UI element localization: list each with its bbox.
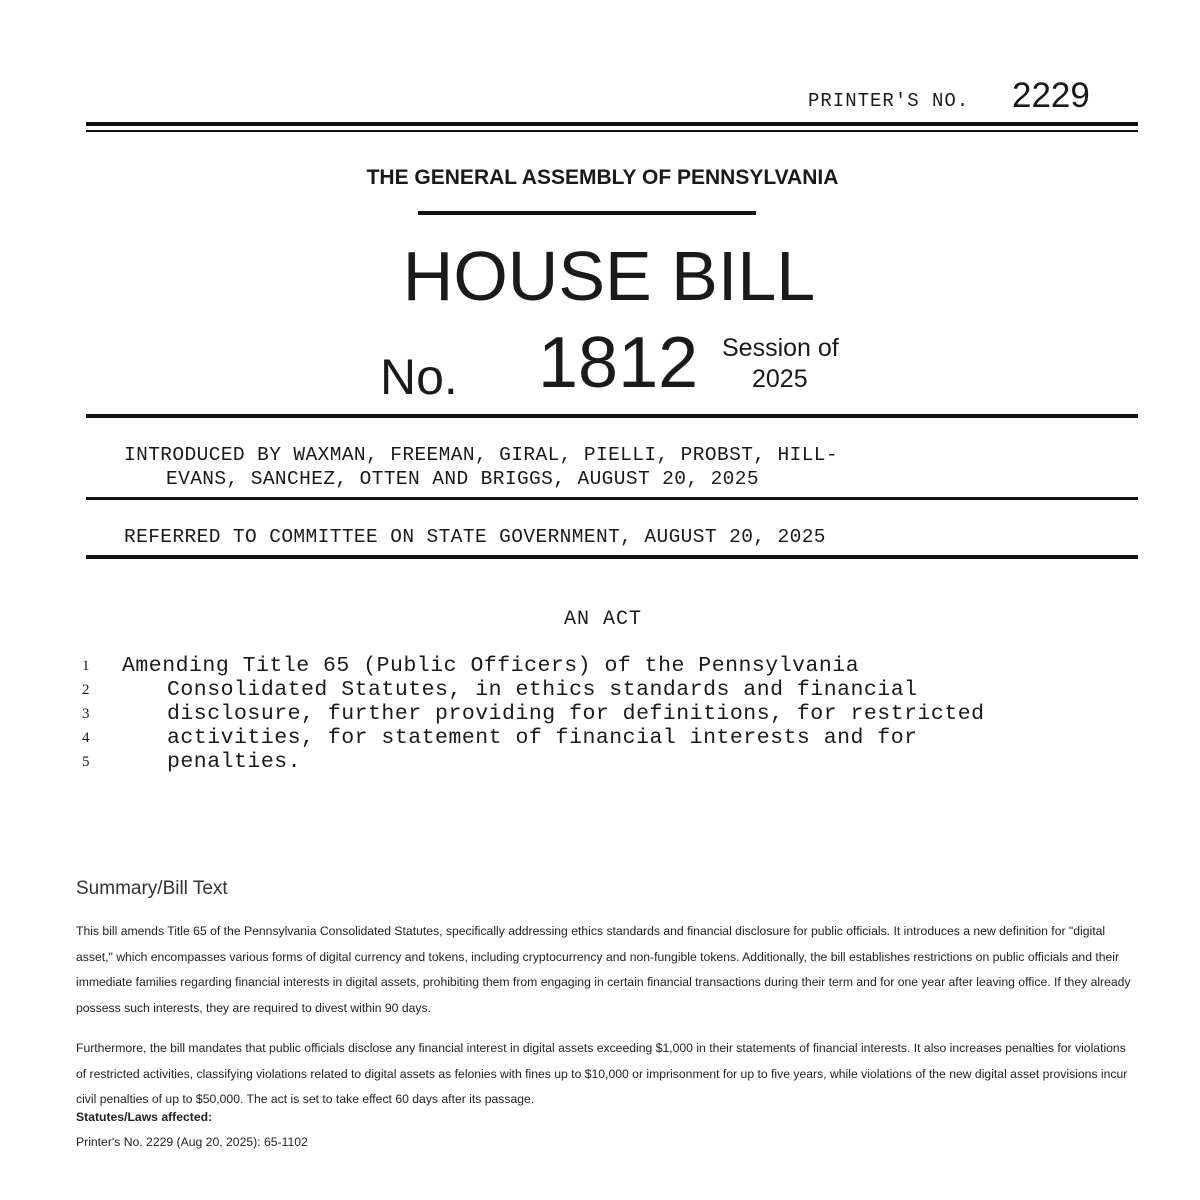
act-line: activities, for statement of financial interests and for <box>167 726 918 750</box>
act-line: disclosure, further providing for definitions, for restricted <box>167 702 985 726</box>
title-rule <box>86 414 1138 418</box>
referred-rule <box>86 555 1138 559</box>
statutes-value: Printer's No. 2229 (Aug 20, 2025): 65-1102 <box>76 1135 308 1149</box>
introduced-rule <box>86 497 1138 500</box>
bill-number: 1812 <box>538 323 699 403</box>
summary-paragraph-1: This bill amends Title 65 of the Pennsylvania Consolidated Statutes, specifically addressing ethics standards and financial disclosure for public officials. It introduces a new definition for "digital asset," which encompasses various forms of digital currency and tokens, including cryptocurrency and non-fungible tokens. Additionally, the bill establishes restrictions on public officials and their immediate families regarding financial interests in digital assets, prohibiting them from engaging in certain financial transactions during their term and for one year after leaving office. If they already possess such interests, they are required to divest within 90 days. <box>76 924 1131 1015</box>
top-rule-thick <box>86 122 1138 126</box>
bill-type-title: HOUSE BILL <box>402 237 816 315</box>
introduced-line-1: INTRODUCED BY WAXMAN, FREEMAN, GIRAL, PIELLI, PROBST, HILL- <box>124 444 839 466</box>
top-rule-thin <box>86 130 1138 132</box>
line-number: 5 <box>82 754 90 770</box>
act-heading: AN ACT <box>563 608 642 631</box>
bill-number-label: No. <box>380 349 458 405</box>
session-label: Session of <box>722 334 839 362</box>
statutes-label: Statutes/Laws affected: <box>76 1110 213 1124</box>
printers-number: 2229 <box>1012 76 1090 115</box>
summary-heading: Summary/Bill Text <box>76 878 228 899</box>
summary-paragraph-2: Furthermore, the bill mandates that public officials disclose any financial interest in digital assets exceeding $1,000 in their statements of financial interests. It also increases penalties for violations of restricted activities, classifying violations related to digital assets as felonies with fines up to $10,000 or imprisonment for up to five years, while violations of the new digital asset provisions incur civil penalties of up to $50,000. The act is set to take effect 60 days after its passage. <box>76 1041 1128 1106</box>
referred-line: REFERRED TO COMMITTEE ON STATE GOVERNMENT, AUGUST 20, 2025 <box>124 526 826 548</box>
session-year: 2025 <box>752 365 808 393</box>
printers-number-label: PRINTER'S NO. <box>808 90 970 112</box>
line-number: 1 <box>82 658 90 674</box>
act-line: Consolidated Statutes, in ethics standards and financial <box>167 678 918 702</box>
assembly-title: THE GENERAL ASSEMBLY OF PENNSYLVANIA <box>366 166 839 189</box>
assembly-underline <box>418 211 756 215</box>
act-line: Amending Title 65 (Public Officers) of the Pennsylvania <box>122 654 860 678</box>
act-line: penalties. <box>167 750 302 774</box>
line-number: 3 <box>82 706 90 722</box>
line-number: 4 <box>82 730 90 746</box>
introduced-line-2: EVANS, SANCHEZ, OTTEN AND BRIGGS, AUGUST 20, 2025 <box>166 468 759 490</box>
line-number: 2 <box>82 682 90 698</box>
